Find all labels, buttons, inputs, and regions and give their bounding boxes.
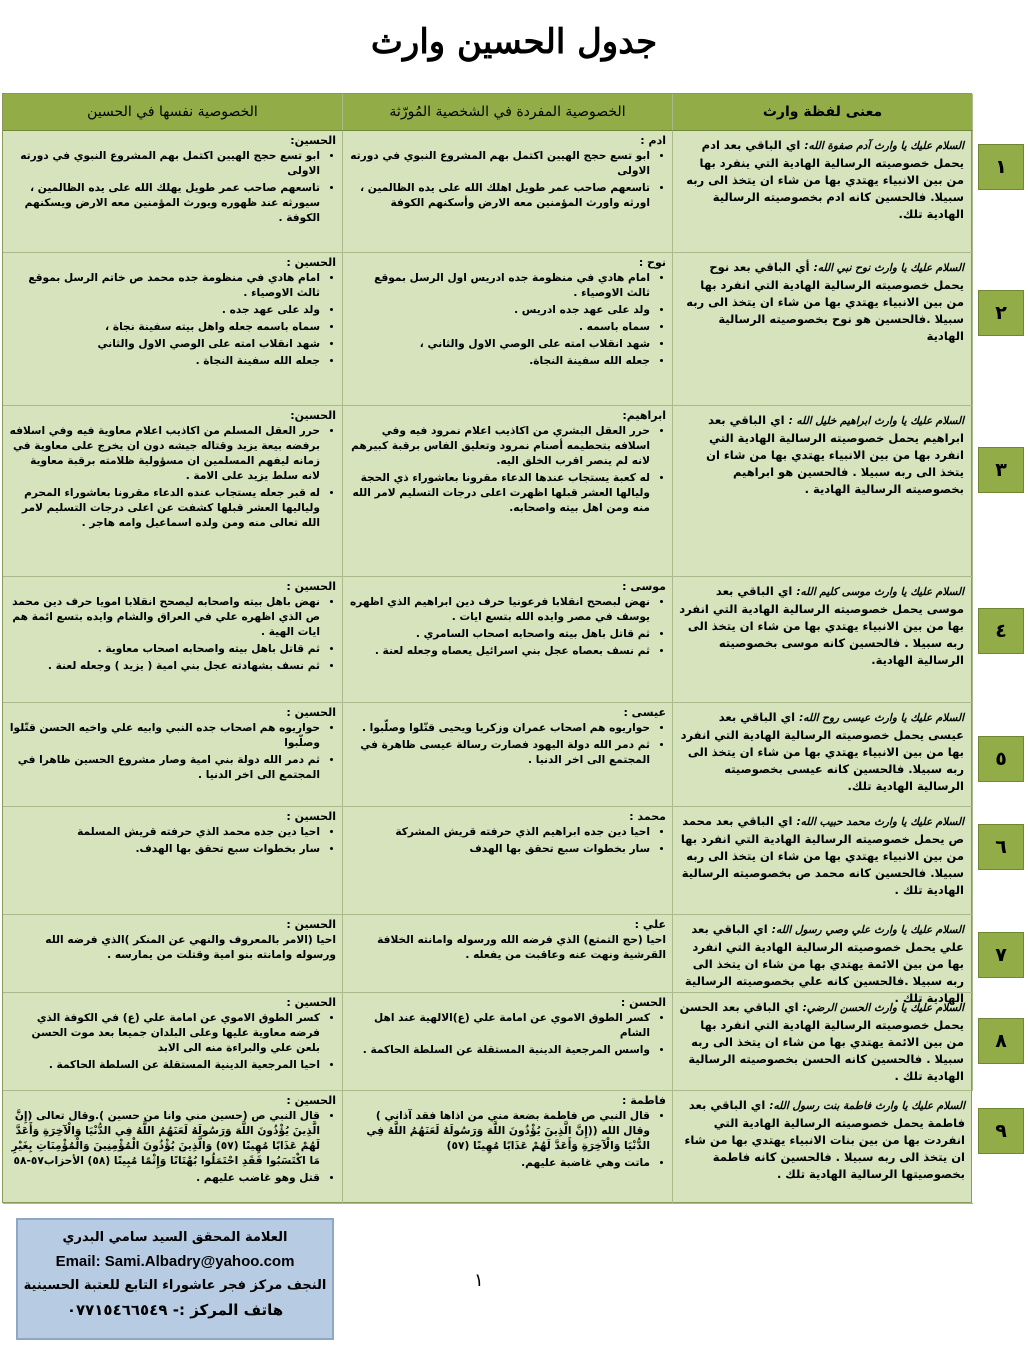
list-item: • ماتت وهي غاضبة عليهم. [349,1156,650,1171]
cell-heading: ابراهيم: [622,409,666,422]
unique-cell [343,915,673,993]
cell-heading: عيسى : [623,706,666,719]
row-number-badge: ٧ [978,932,1024,978]
bullet-list [9,424,336,531]
cell-heading: الحسين : [286,918,336,931]
husayn-cell [3,577,343,703]
meaning-lead: السلام عليك يا وارث موسى كليم الله: [796,586,964,598]
list-item: • حواريوه هم اصحاب جده النبي وابيه علي واخيه الحسن قتّلوا وصلّبوا [9,721,320,751]
meaning-lead: السلام عليك يا وارث محمد حبيب الله: [796,816,964,828]
bullet-list [349,149,666,211]
cell-heading: الحسين : [286,256,336,269]
meaning-lead: السلام عليك يا وارث فاطمة بنت رسول الله: [769,1100,965,1112]
meaning-text: اي الباقي بعد علي يحمل خصوصيته الرسالية الهادية التي انفرد بها من بين الائمة يهتدي بها من شاء ان يتخذ الى ربه سبيلا .فالحسين كانه علي بخصوصيته الرسالية الهادية تلك . [684,922,964,1005]
meaning-cell [673,577,973,703]
bullet-list [9,1011,336,1073]
list-item: • قال النبي ص (حسين مني وانا من حسين ).وقال تعالى (إِنَّ الَّذِينَ يُؤْذُونَ اللَّهَ وَرَسُولَهُ لَعَنَهُمُ اللَّهُ فِي الدُّنْيَا وَالْآخِرَةِ وَأَعَدَّ لَهُمْ عَذَابًا مُهِينًا (٥٧) وَالَّذِينَ يُؤْذُونَ الْمُؤْمِنِينَ وَالْمُؤْمِنَاتِ بِغَيْرِ مَا اكْتَسَبُوا فَقَدِ احْتَمَلُوا بُهْتَانًا وَإِثْمًا مُبِينًا (٥٨) الأحزاب٥٧-٥٨ [9,1109,320,1169]
list-item: • ثم دمر الله دولة اليهود فصارت رسالة عيسى ظاهرة في المجتمع الى اخر الدنيا . [349,738,650,768]
husayn-cell [3,993,343,1091]
meaning-text: اي الباقي بعد موسى يحمل خصوصيته الرسالية الهادية التي انفرد بها من بين الانبياء يهتدي بها من شاء ان يتخذ الى ربه سبيلا . فالحسين كانه موسى بخصوصيته الرسالية الهادية. [679,584,964,667]
row-number-badge: ٨ [978,1018,1024,1064]
list-item: • ولد على عهد جده . [9,303,320,318]
meaning-text: اي الباقي بعد ابراهيم يحمل خصوصيته الرسالية الهادية التي انفرد بها من بين الانبياء يهتدي بها من شاء ان يتخذ الى ربه سبيلا . فالحسين هو ابراهيم بخصوصيته الرسالية الهادية . [706,413,964,496]
list-item: • كسر الطوق الاموي عن امامة علي (ع) في الكوفة الذي فرضه معاوية عليها وعلى البلدان جميعا بعد موت الحسن بلعن علي والبراءة منه الى الابد [9,1011,320,1056]
cell-heading: الحسين : [286,580,336,593]
list-item: • احيا المرجعية الدينية المستقلة عن السلطة الحاكمة . [9,1058,320,1073]
bullet-list [9,595,336,674]
bullet-list [9,1109,336,1186]
list-item: • امام هادي في منظومة جده ادريس اول الرسل بموقع ثالث الاوصياء . [349,271,650,301]
husayn-cell [3,253,343,406]
meaning-lead: السلام عليك يا وارث آدم صفوة الله: [804,140,964,152]
heritage-table [2,93,972,1203]
author-box [16,1218,334,1340]
meaning-text: اي الباقي بعد عيسى يحمل خصوصيته الرسالية الهادية التي انفرد بها من بين الانبياء يهتدي بها من شاء ان يتخذ الى ربه سبيلا. فالحسين كانه عيسى بخصوصيته الرسالية الهادية تلك. [680,710,964,793]
list-item: • امام هادي في منظومة جده محمد ص خاتم الرسل بموقع ثالث الاوصياء . [9,271,320,301]
list-item: • احيا دين جده محمد الذي حرفته قريش المسلمة [9,825,320,840]
meaning-cell [673,131,973,253]
list-item: • سار بخطوات سبع تحقق بها الهدف [349,842,650,857]
list-item: • ابو تسع حجج الهيين اكتمل بهم المشروع النبوي في دورته الاولى [9,149,320,179]
husayn-cell [3,807,343,915]
meaning-text: اي الباقي بعد محمد ص يحمل خصوصيته الرسالية الهادية التي انفرد بها من بين الانبياء يهتدي بها من شاء ان يتخذ الى ربه سبيلا. فالحسين كانه محمد ص بخصوصيته الرسالية الهادية تلك . [680,814,964,897]
center-name: النجف مركز فجر عاشوراء التابع للعتبة الحسينية [23,1278,327,1293]
list-item: • سماه باسمه . [349,320,650,335]
list-item: • سار بخطوات سبع تحقق بها الهدف. [9,842,320,857]
bullet-list [349,825,666,857]
unique-cell [343,577,673,703]
list-item: • سماه باسمه جعله واهل بيته سفينة نجاة ، [9,320,320,335]
list-item: • واسس المرجعية الدينية المستقلة عن السلطة الحاكمة . [349,1043,650,1058]
row-number-badge: ٣ [978,447,1024,493]
bullet-list [9,149,336,226]
list-item: • قتل وهو غاضب عليهم . [9,1171,320,1186]
list-item: • نهض باهل بيته واصحابه ليصحح انقلابا امويا حرف دين محمد ص الذي اظهره علي في العراق والشام وايده بتسع ائمة هم ايات الهية . [9,595,320,640]
meaning-cell [673,807,973,915]
unique-cell [343,807,673,915]
list-item: • كسر الطوق الاموي عن امامة علي (ع)الالهية عند اهل الشام [349,1011,650,1041]
meaning-text: اي الباقي بعد ادم يحمل خصوصيته الرسالية الهادية التي ينفرد بها من بين الانبياء يهتدي بها من شاء ان يتخذ الى ربه سبيلا. فالحسين كانه ادم بخصوصيته الرسالية الهادية تلك. [686,138,964,221]
husayn-cell [3,915,343,993]
cell-heading: الحسين: [290,409,336,422]
meaning-text: أي الباقي بعد نوح يحمل خصوصيته الرسالية الهادية التي انفرد بها من بين الانبياء يهتدي بها من شاء ان يتخذ الى ربه سبيلا .فالحسين هو نوح بخصوصيته الرسالية الهادية [686,260,964,343]
husayn-cell [3,131,343,253]
unique-cell [343,1091,673,1204]
husayn-cell [3,703,343,807]
meaning-lead: السلام عليك يا وارث نوح نبي الله: [813,262,964,274]
bullet-list [349,721,666,768]
cell-heading: الحسن : [620,996,666,1009]
list-item: • شهد انقلاب امته على الوصي الاول والثاني [9,337,320,352]
unique-cell [343,253,673,406]
meaning-cell [673,993,973,1091]
author-name: العلامة المحقق السيد سامي البدري [62,1230,288,1245]
list-item: • ثم نسف بعصاه عجل بني اسرائيل يعصاه وجعله لعنة . [349,644,650,659]
cell-heading: الحسين : [286,1094,336,1107]
cell-text: احيا (حج التمتع) الذي فرضه الله ورسوله وامانته الخلافة القرشية ونهت عنه وعاقبت من يفعله . [377,934,666,961]
list-item: • جعله الله سفينة النجاة. [349,354,650,369]
list-item: • تاسعهم صاحب عمر طويل اهلك الله على يده الظالمين ، اورثه واورث المؤمنين معه الارض وأسكنهم الكوفة [349,181,650,211]
list-item: • حواريوه هم اصحاب عمران وزكريا ويحيى قتّلوا وصلّبوا . [349,721,650,736]
meaning-cell [673,703,973,807]
bullet-list [349,1109,666,1171]
list-item: • ثم نسف بشهادته عجل بني امية ( يزيد ) وجعله لعنة . [9,659,320,674]
cell-heading: الحسين : [286,706,336,719]
list-item: • حرر العقل المسلم من اكاذيب اعلام معاوية فيه وفي اسلافه برفضه بيعة يزيد وقتاله جيشه دون ان يخرج على معاوية في زمانه ليفهم المسلمين ان مسؤولية ظلامته برقبة معاوية لانه سلط يزيد على الامة . [9,424,320,484]
center-phone: هاتف المركز :- ٠٧٧١٥٤٦٦٥٤٩ [66,1301,284,1319]
header-meaning: معنى لفظة وارث [673,94,973,131]
unique-cell [343,406,673,577]
bullet-list [349,271,666,369]
list-item: • شهد انقلاب امته على الوصي الاول والثاني ، [349,337,650,352]
cell-heading: محمد : [629,810,666,823]
page-title: جدول الحسين وارث [370,22,658,62]
cell-heading: فاطمة : [622,1094,666,1107]
list-item: • جعله الله سفينة النجاة . [9,354,320,369]
meaning-lead: السلام عليك يا وارث ابراهيم خليل الله : [788,415,964,427]
list-item: • حرر العقل البشري من اكاذيب اعلام نمرود فيه وفي اسلافه بتحطيمه أصنام نمرود وتعليق الفاس برقبة كبيرهم لانه لم ينصر اقرب الخلق اليه. [349,424,650,469]
row-number-badge: ٩ [978,1108,1024,1154]
row-numbers [975,130,1024,1203]
header-unique: الخصوصية المفردة في الشخصية المُورّثة [343,94,673,131]
cell-heading: الحسين: [290,134,336,147]
list-item: • قال النبي ص فاطمة بضعة مني من اذاها فقد آذاني ) وقال الله ((إِنَّ الَّذِينَ يُؤْذُونَ اللَّهَ وَرَسُولَهُ لَعَنَهُمُ اللَّهُ فِي الدُّنْيَا وَالْآخِرَةِ وَأَعَدَّ لَهُمْ عَذَابًا مُهِينًا (٥٧) [349,1109,650,1154]
list-item: • تاسعهم صاحب عمر طويل يهلك الله على يده الظالمين ، سيورثه عند ظهوره ويورث المؤمنين معه الارض ويسكنهم الكوفة . [9,181,320,226]
unique-cell [343,993,673,1091]
cell-heading: الحسين : [286,996,336,1009]
unique-cell [343,131,673,253]
meaning-cell [673,406,973,577]
row-number-badge: ٤ [978,608,1024,654]
bullet-list [9,271,336,369]
header-husayn: الخصوصية نفسها في الحسين [3,94,343,131]
row-number-badge: ١ [978,144,1024,190]
list-item: • ولد على عهد جده ادريس . [349,303,650,318]
husayn-cell [3,1091,343,1204]
meaning-lead: السلام عليك يا وارث الحسن الرضي: [802,1002,964,1014]
bullet-list [9,721,336,783]
meaning-text: اي الباقي بعد الحسن يحمل خصوصيته الرسالية الهادية التي انفرد بها من بين الائمة يهتدي بها من شاء ان يتخذ الى ربه سبيلا . فالحسين كانه الحسن بخصوصيته الرسالية الهادية تلك . [679,1000,964,1083]
meaning-text: اي الباقي بعد فاطمة يحمل خصوصيته الرسالية الهادية التي انفردت بها من بين بنات الانبياء يهتدي بها من شاء ان يتخذ الى ربه سبيلا . فالحسين كانه فاطمة بخصوصيتها الرسالية الهادية تلك . [684,1098,965,1181]
author-email: Email: Sami.Albadry@yahoo.com [55,1253,295,1270]
unique-cell [343,703,673,807]
list-item: • ثم قاتل باهل بيته واصحابه اصحاب معاوية . [9,642,320,657]
list-item: • ابو تسع حجج الهيين اكتمل بهم المشروع النبوي في دورته الاولى [349,149,650,179]
list-item: • احيا دين جده ابراهيم الذي حرفته قريش المشركة [349,825,650,840]
cell-heading: ادم : [640,134,666,147]
bullet-list [349,1011,666,1058]
cell-heading: الحسين : [286,810,336,823]
meaning-lead: السلام عليك يا وارث علي وصي رسول الله: [771,924,964,936]
bullet-list [349,595,666,659]
list-item: • نهض لبصحح انقلابا فرعونيا حرف دين ابراهيم الذي اظهره يوسف في مصر وايده الله بتسع ايات . [349,595,650,625]
meaning-cell [673,1091,973,1204]
row-number-badge: ٢ [978,290,1024,336]
meaning-lead: السلام عليك يا وارث عيسى روح الله: [799,712,964,724]
meaning-cell [673,253,973,406]
list-item: • له قبر جعله يستجاب عنده الدعاء مقرونا بعاشوراء المحرم ولياليها العشر قبلها كشفت عن اعلى درجات التسليم لامر الله تعالى منه ومن ولده اسماعيل وامه هاجر . [9,486,320,531]
meaning-cell [673,915,973,1005]
cell-text: احيا (الامر بالمعروف والنهي عن المنكر )الذي فرضه الله ورسوله وامانته بنو امية وقتلت من يمارسه . [45,934,336,961]
cell-heading: نوح : [638,256,666,269]
bullet-list [9,825,336,857]
husayn-cell [3,406,343,577]
bullet-list [349,424,666,516]
list-item: • ثم قاتل باهل بيته واصحابه اصحاب السامري . [349,627,650,642]
row-number-badge: ٥ [978,736,1024,782]
list-item: • ثم دمر الله دولة بني امية وصار مشروع الحسين ظاهرا في المجتمع الى اخر الدنيا . [9,753,320,783]
row-number-badge: ٦ [978,824,1024,870]
list-item: • له كعبة يستجاب عندها الدعاء مقرونا بعاشوراء ذي الحجة وليالها العشر قبلها اظهرت اعلى درجات التسليم لامر الله منه ومن اهل بيته واصحابه. [349,471,650,516]
page-number: ١ [474,1270,484,1291]
cell-heading: علي : [634,918,666,931]
cell-heading: موسى : [622,580,666,593]
